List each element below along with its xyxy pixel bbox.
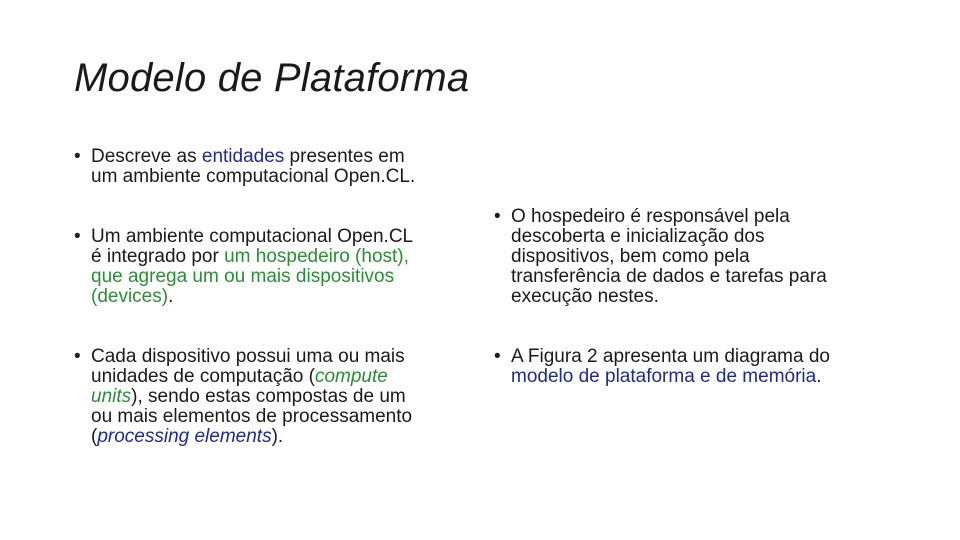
bullet-dot: •	[494, 206, 501, 227]
bullet-line: um ambiente computacional Open.CL.	[91, 166, 416, 187]
bullet-entities	[74, 147, 415, 187]
highlight-devices: (devices)	[91, 286, 169, 307]
bullet-dot: •	[74, 346, 81, 367]
bullet-line: transferência de dados e tarefas para	[511, 266, 827, 287]
bullet-line: descoberta e inicialização dos	[511, 226, 765, 247]
bullet-dot: •	[494, 346, 501, 367]
bullet-host-role	[494, 207, 827, 307]
highlight-units: units	[91, 386, 132, 407]
highlight-entidades: entidades	[201, 146, 285, 167]
highlight-platform-memory-model: modelo de plataforma e de memória	[511, 366, 817, 387]
highlight-compute: compute	[314, 366, 388, 387]
bullet-line: é integrado por um hospedeiro (host),	[91, 246, 409, 267]
bullet-line: dispositivos, bem como pela	[511, 246, 750, 267]
bullet-line: ou mais elementos de processamento	[91, 406, 413, 427]
slide-title: Modelo de Plataforma	[74, 56, 470, 100]
bullet-line: A Figura 2 apresenta um diagrama do	[511, 346, 830, 367]
bullet-line: modelo de plataforma e de memória.	[511, 366, 822, 387]
bullet-compute-units	[74, 347, 412, 447]
bullet-figure-2	[494, 347, 830, 387]
bullet-line: (devices).	[91, 286, 174, 307]
bullet-environment	[74, 227, 413, 307]
bullet-line: O hospedeiro é responsável pela	[511, 206, 790, 227]
bullet-dot: •	[74, 226, 81, 247]
bullet-line: (processing elements).	[91, 426, 284, 447]
highlight-host: um hospedeiro (host),	[224, 246, 409, 267]
bullet-line: units), sendo estas compostas de um	[91, 386, 406, 407]
bullet-dot: •	[74, 146, 81, 167]
bullet-line: Descreve as entidades presentes em	[91, 146, 405, 167]
bullet-line: Cada dispositivo possui uma ou mais	[91, 346, 405, 367]
bullet-line: unidades de computação (compute	[91, 366, 388, 387]
bullet-line: execução nestes.	[511, 286, 659, 307]
highlight-devices-line: que agrega um ou mais dispositivos	[91, 266, 395, 287]
highlight-processing-elements: processing elements	[97, 426, 272, 447]
bullet-line: Um ambiente computacional Open.CL	[91, 226, 414, 247]
